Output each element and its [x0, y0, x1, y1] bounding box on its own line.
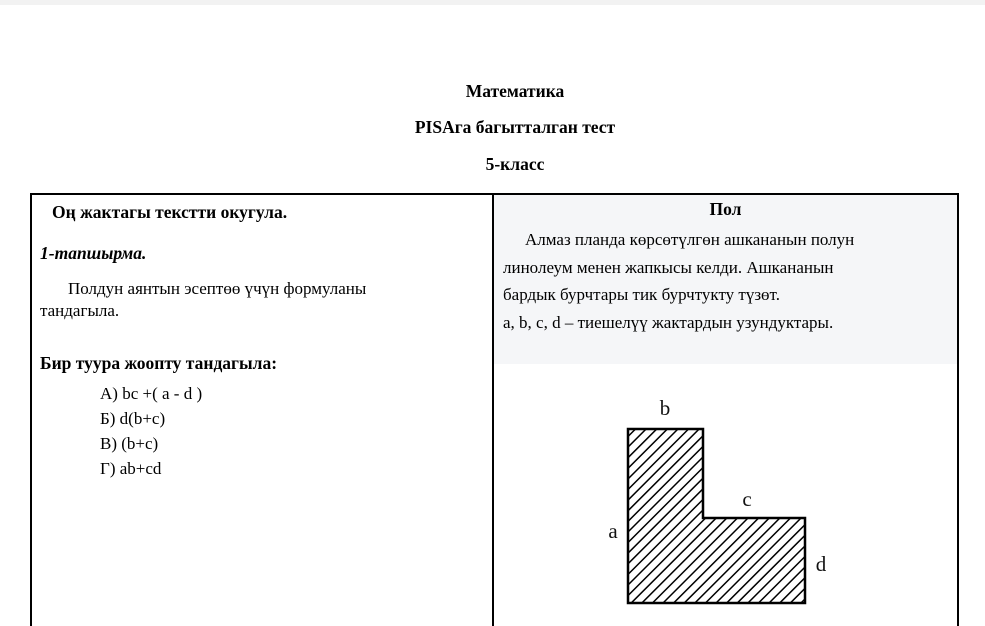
- context-line: a, b, c, d – тиешелүү жактардын узундуктары.: [503, 312, 834, 332]
- figure-label-a: a: [608, 519, 618, 543]
- figure-label-b: b: [659, 396, 671, 420]
- answer-option-g: Г) ab+cd: [100, 459, 162, 478]
- document-grade: 5-класс: [485, 154, 545, 174]
- figure-label-d: d: [815, 552, 827, 576]
- document-title: Математика: [465, 81, 565, 101]
- context-line: бардык бурчтары тик бурчтукту түзөт.: [503, 285, 780, 304]
- answer-prompt: Бир туура жоопту тандагыла:: [40, 353, 278, 373]
- context-heading: Пол: [709, 199, 742, 219]
- floor-plan-figure: [580, 388, 850, 623]
- task-text-line: тандагыла.: [40, 301, 120, 320]
- context-line: линолеум менен жапкысы келди. Ашкананын: [503, 257, 834, 277]
- task-cell: [32, 195, 494, 626]
- task-number-label: 1-тапшырма.: [40, 243, 147, 263]
- task-text-line: Полдун аянтын эсептөө үчүн формуланы: [68, 279, 367, 298]
- answer-option-a: А) bc +( a - d ): [100, 384, 203, 403]
- context-text-block: [494, 195, 957, 364]
- task-instruction-heading: Оң жактагы текстти окугула.: [52, 202, 288, 222]
- top-strip: [0, 0, 985, 5]
- answer-option-v: В) (b+c): [100, 434, 159, 453]
- answer-options: [32, 381, 492, 481]
- figure-label-c: c: [742, 487, 752, 511]
- context-line: Алмаз планда көрсөтүлгөн ашкананын полун: [525, 230, 855, 249]
- answer-option-b: Б) d(b+c): [100, 409, 166, 428]
- l-shape-hatched-region: [628, 429, 805, 603]
- document-subtitle: PISAга багытталган тест: [414, 117, 616, 137]
